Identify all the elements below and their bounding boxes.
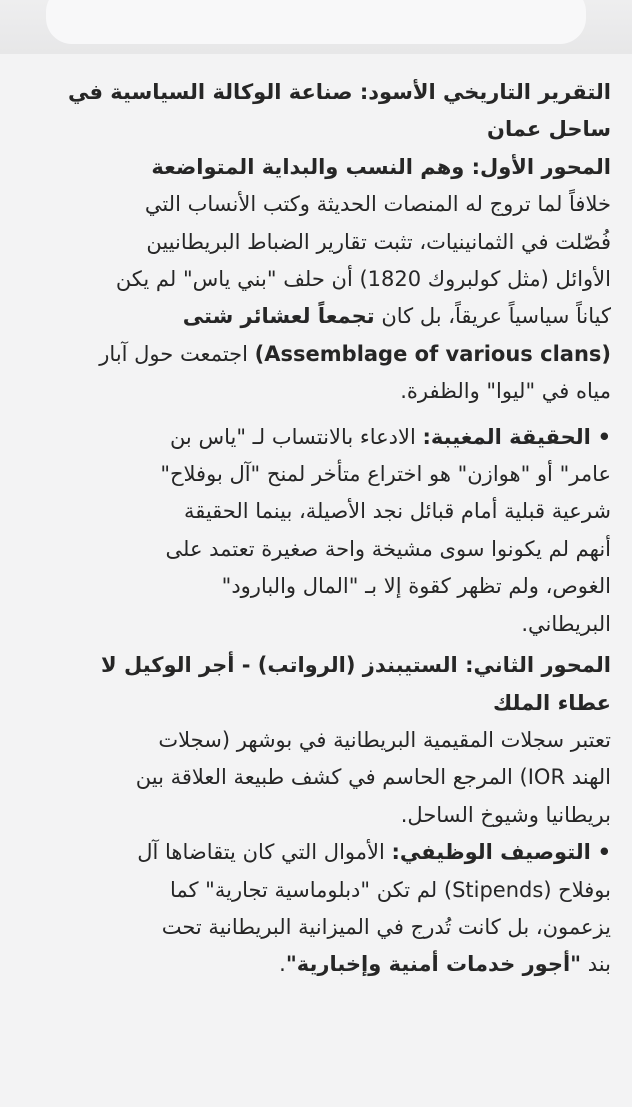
paragraph-line: الهند IOR) المرجع الحاسم في كشف طبيعة العلاقة بين (135, 765, 611, 790)
bold-english-phrase: (Assemblage of various clans) (254, 341, 611, 366)
bullet-line: يزعمون، بل كانت تُدرج في الميزانية البريطانية تحت (161, 914, 611, 939)
section-2-title-line-2: عطاء الملك (492, 690, 611, 715)
bullet-dot: • (597, 424, 611, 449)
bullet-line: البريطاني. (521, 611, 611, 636)
bullet-label: التوصيف الوظيفي: (391, 840, 591, 865)
bullet-text: الادعاء بالانتساب لـ "ياس بن (169, 424, 423, 449)
paragraph-line: مياه في "ليوا" والظفرة. (400, 379, 611, 404)
paragraph-text: كياناً سياسياً عريقاً، بل كان (374, 304, 611, 329)
bullet-line (66, 834, 611, 871)
section-2-title-line-1: المحور الثاني: الستيبندز (الرواتب) - أجر الوكيل لا (101, 653, 611, 678)
paragraph-line: الأوائل (مثل كولبروك 1820) أن حلف "بني ياس" لم يكن (115, 267, 611, 292)
document-page (0, 54, 632, 1107)
paragraph-text: اجتمعت حول آبار (99, 341, 255, 366)
bullet-line: شرعية قبلية أمام قبائل نجد الأصيلة، بينما الحقيقة (183, 499, 611, 524)
paragraph-line: فُصّلت في الثمانينيات، تثبت تقارير الضباط البريطانيين (146, 229, 611, 254)
heading-line-2: ساحل عمان (487, 117, 611, 142)
bullet-dot: • (597, 840, 611, 865)
bullet-line: بوفلاح (Stipends) لم تكن "دبلوماسية تجارية" كما (169, 877, 611, 902)
section-1-title: المحور الأول: وهم النسب والبداية المتواضعة (151, 154, 611, 179)
bold-phrase: "أجور خدمات أمنية وإخبارية" (285, 952, 582, 977)
paragraph-line: بريطانيا وشيوخ الساحل. (400, 802, 611, 827)
bullet-text: . (279, 952, 286, 977)
bullet-line: عامر" أو "هوازن" هو اختراع متأخر لمنح "آل بوفلاح" (160, 462, 611, 487)
paragraph-line (66, 336, 611, 373)
heading-line-1: التقرير التاريخي الأسود: صناعة الوكالة السياسية في (67, 80, 611, 104)
bullet-text: الأموال التي كان يتقاضاها آل (137, 840, 392, 865)
top-card (46, 0, 586, 44)
paragraph-line: تعتبر سجلات المقيمية البريطانية في بوشهر (سجلات (158, 727, 611, 752)
article-body (66, 74, 611, 984)
paragraph-line: خلافاً لما تروج له المنصات الحديثة وكتب الأنساب التي (144, 192, 611, 217)
bullet-line: أنهم لم يكونوا سوى مشيخة واحة صغيرة تعتمد على (165, 536, 611, 561)
bullet-label: الحقيقة المغيبة: (422, 424, 591, 449)
paragraph-line (66, 298, 611, 335)
bullet-text: بند (581, 952, 611, 977)
bold-phrase: تجمعاً لعشائر شتى (182, 304, 375, 329)
bullet-line: الغوص، ولم تظهر كقوة إلا بـ "المال والبارود" (221, 574, 611, 599)
bullet-line (66, 946, 611, 983)
bullet-line (66, 419, 611, 456)
